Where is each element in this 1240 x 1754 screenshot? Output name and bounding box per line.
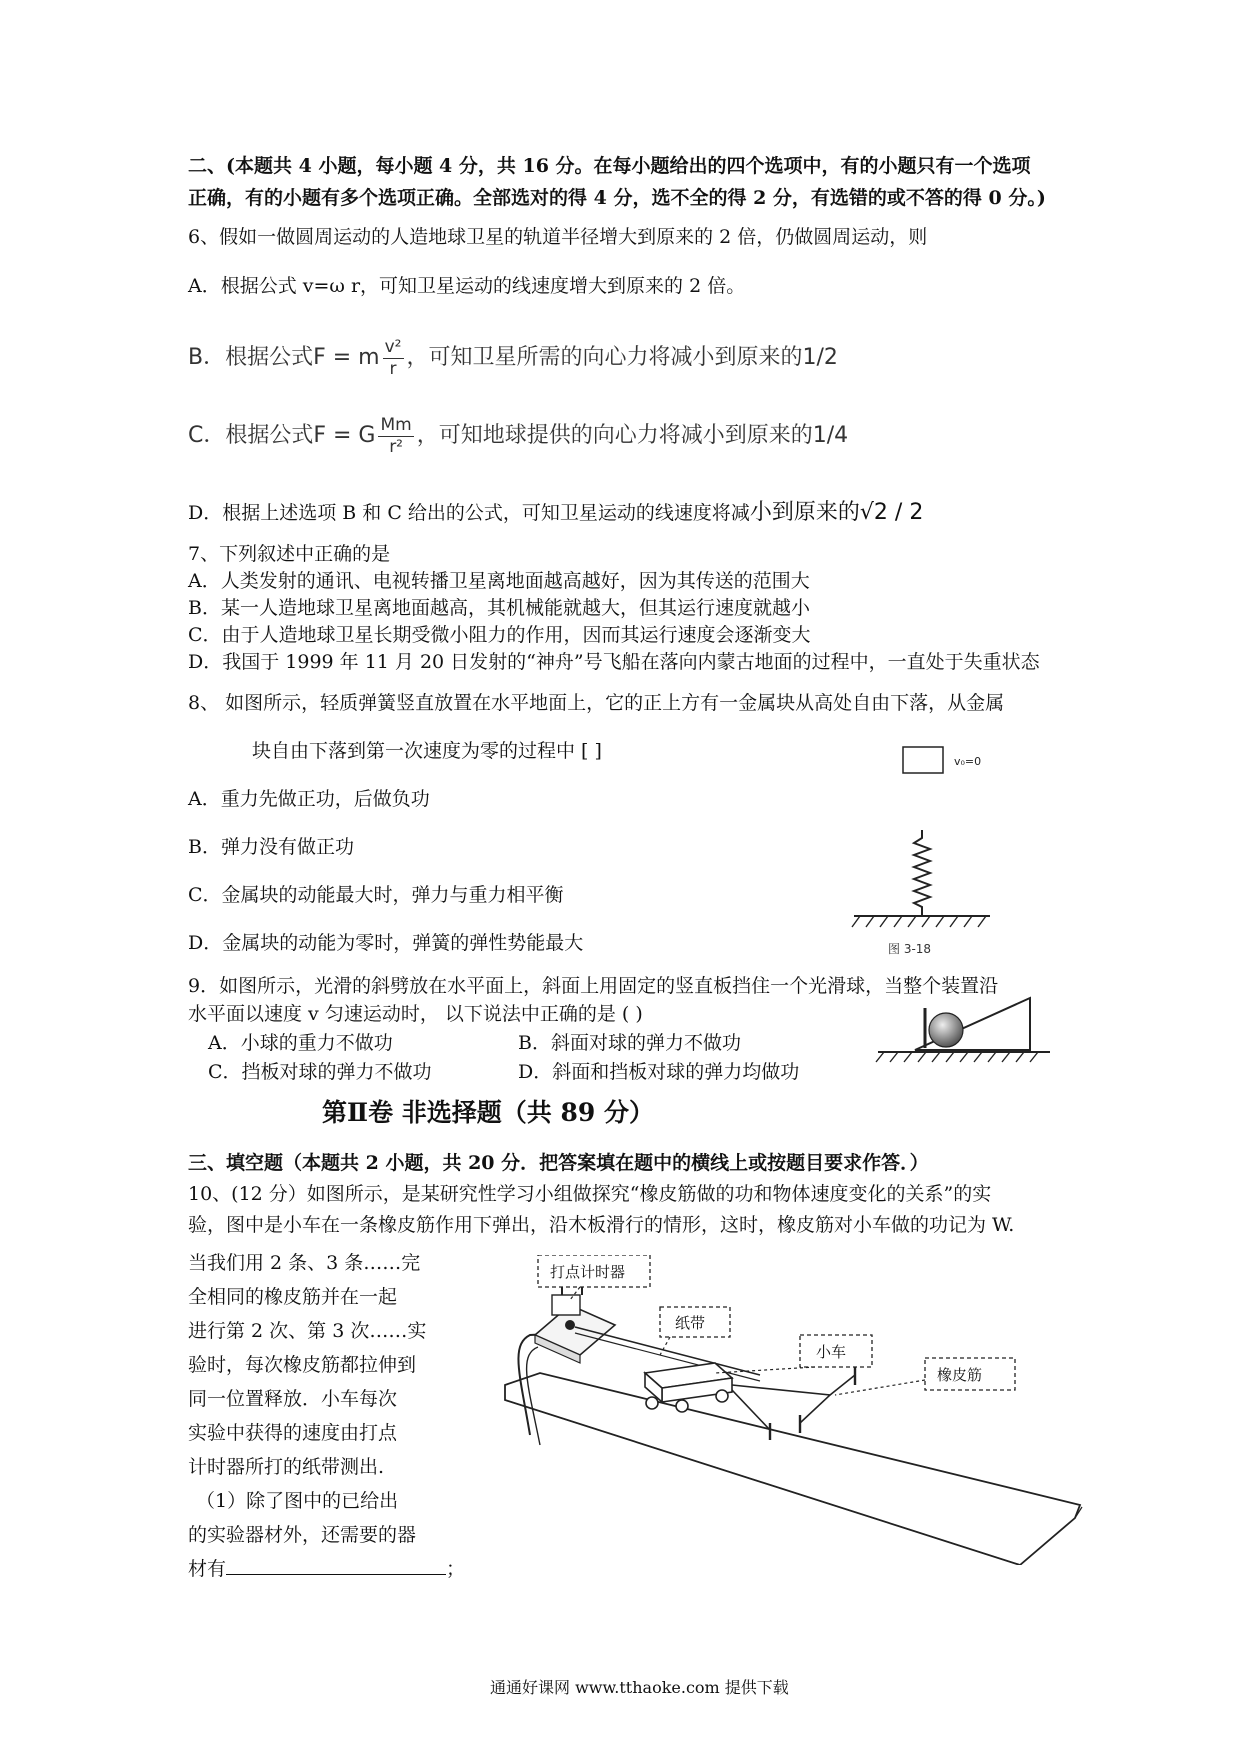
q10-stem-line1: 10、(12 分）如图所示，是某研究性学习小组做探究“橡皮筋做的功和物体速度变化的关系”的实 xyxy=(188,1183,992,1205)
q8-option-a: A．重力先做正功，后做负功 xyxy=(188,788,430,810)
q10-stem-line2: 验，图中是小车在一条橡皮筋作用下弹出，沿木板滑行的情形，这时，橡皮筋对小车做的功记为 W. xyxy=(188,1214,1015,1236)
q8-spring-figure xyxy=(840,735,1000,965)
q8-figure-caption: 图 3-18 xyxy=(888,942,932,956)
q6-option-b-pre: B．根据公式F = m xyxy=(188,344,380,370)
q6-option-a: A．根据公式 v=ω r，可知卫星运动的线速度增大到原来的 2 倍。 xyxy=(188,275,746,297)
tape-label: 纸带 xyxy=(675,1314,706,1332)
q9-option-a: A．小球的重力不做功 xyxy=(208,1032,393,1054)
part2-title: 第Ⅱ卷 非选择题（共 89 分） xyxy=(322,1098,654,1127)
q6-option-b-fraction xyxy=(383,338,404,378)
q7-option-c: C．由于人造地球卫星长期受微小阻力的作用，因而其运行速度会逐渐变大 xyxy=(188,624,811,646)
q6-option-d-pre: D．根据上述选项 B 和 C 给出的公式，可知卫星运动的线速度将减 xyxy=(188,502,750,524)
q9-stem-line2: 水平面以速度 v 匀速运动时， 以下说法中正确的是 ( ) xyxy=(188,1003,643,1025)
q8-v0-label: v₀=0 xyxy=(954,755,982,768)
q9-option-b: B．斜面对球的弹力不做功 xyxy=(518,1032,741,1054)
rubber-band xyxy=(732,1385,830,1423)
q6-option-d xyxy=(188,500,923,526)
q10-sub1-line1: （1）除了图中的已给出 xyxy=(196,1490,399,1512)
q9-stem-line1: 9．如图所示，光滑的斜劈放在水平面上，斜面上用固定的竖直板挡住一个光滑球，当整个装置沿 xyxy=(188,975,999,997)
q9-wedge-figure xyxy=(870,960,1060,1080)
q10-answer-blank[interactable] xyxy=(226,1556,446,1575)
q6-stem: 6、假如一做圆周运动的人造地球卫星的轨道半径增大到原来的 2 倍，仍做圆周运动，则 xyxy=(188,226,928,248)
q6-option-c-fraction xyxy=(378,416,413,456)
q6-option-b-denominator: r xyxy=(389,358,397,379)
q6-option-b-numerator: v² xyxy=(384,337,402,357)
q8-option-d: D．金属块的动能为零时，弹簧的弹性势能最大 xyxy=(188,932,584,954)
q9-option-c: C．挡板对球的弹力不做功 xyxy=(208,1061,432,1083)
band-label: 橡皮筋 xyxy=(937,1366,983,1384)
q6-option-b-post: ，可知卫星所需的向心力将减小到原来的1/2 xyxy=(406,344,838,370)
cart xyxy=(645,1363,732,1412)
q7-option-d: D．我国于 1999 年 11 月 20 日发射的“神舟”号飞船在落向内蒙古地面的过程中，一直处于失重状态 xyxy=(188,651,1040,673)
wooden-board xyxy=(505,1373,1080,1565)
q10-col-line: 验时，每次橡皮筋都拉伸到 xyxy=(188,1354,417,1376)
q10-col-line: 进行第 2 次、第 3 次……实 xyxy=(188,1320,427,1342)
smooth-ball xyxy=(929,1013,963,1047)
q6-option-c-numerator: Mm xyxy=(380,415,412,435)
q10-sub1-line2: 的实验器材外，还需要的器 xyxy=(188,1524,417,1546)
dot-timer xyxy=(535,1277,615,1363)
cart-label: 小车 xyxy=(816,1343,847,1361)
section2-header-line1: 二、(本题共 4 小题，每小题 4 分，共 16 分。在每小题给出的四个选项中，有的小题只有一个选项 xyxy=(188,155,1031,177)
spring xyxy=(914,830,930,915)
q10-col-line: 计时器所打的纸带测出. xyxy=(188,1456,385,1478)
q10-col-line: 当我们用 2 条、3 条……完 xyxy=(188,1252,421,1274)
q10-sub1-pre: 材有 xyxy=(188,1558,227,1580)
q8-stem-line2: 块自由下落到第一次速度为零的过程中 [ ] xyxy=(252,740,602,762)
q6-option-c-pre: C．根据公式F = G xyxy=(188,422,376,448)
q9-option-d: D．斜面和挡板对球的弹力均做功 xyxy=(518,1061,800,1083)
q7-option-b: B．某一人造地球卫星离地面越高，其机械能就越大，但其运行速度就越小 xyxy=(188,597,810,619)
q6-option-c-post: ，可知地球提供的向心力将减小到原来的1/4 xyxy=(416,422,849,448)
section3-header: 三、填空题（本题共 2 小题，共 20 分．把答案填在题中的横线上或按题目要求作答．） xyxy=(188,1152,929,1174)
q10-col-line: 同一位置释放．小车每次 xyxy=(188,1388,398,1410)
q10-apparatus-figure xyxy=(470,1255,1090,1565)
q6-option-d-post: 小到原来的√2 / 2 xyxy=(749,500,924,525)
footer: 通通好课网 www.tthaoke.com 提供下载 xyxy=(490,1678,789,1697)
q7-option-a: A．人类发射的通讯、电视转播卫星离地面越高越好，因为其传送的范围大 xyxy=(188,570,810,592)
q10-sub1-post: ； xyxy=(446,1558,466,1580)
q7-stem: 7、下列叙述中正确的是 xyxy=(188,543,391,565)
q10-description-column xyxy=(188,1246,465,1586)
q9-ground-hatching xyxy=(876,1052,1038,1062)
q6-option-b xyxy=(188,338,838,378)
q10-col-line: 全相同的橡皮筋并在一起 xyxy=(188,1286,398,1308)
q6-option-c-denominator: r² xyxy=(389,436,403,457)
section2-header-line2: 正确，有的小题有多个选项正确。全部选对的得 4 分，选不全的得 2 分，有选错的或不答的得 0 分。) xyxy=(188,187,1046,209)
metal-block xyxy=(903,747,943,773)
q8-option-b: B．弹力没有做正功 xyxy=(188,836,354,858)
q10-col-line: 实验中获得的速度由打点 xyxy=(188,1422,398,1444)
q10-sub1-line3 xyxy=(188,1552,465,1586)
q8-option-c: C．金属块的动能最大时，弹力与重力相平衡 xyxy=(188,884,564,906)
q8-stem-line1: 8、 如图所示，轻质弹簧竖直放置在水平地面上，它的正上方有一金属块从高处自由下落，从金属 xyxy=(188,692,1005,714)
timer-label: 打点计时器 xyxy=(550,1263,626,1281)
q6-option-c xyxy=(188,416,848,456)
ground-hatching xyxy=(852,916,986,927)
